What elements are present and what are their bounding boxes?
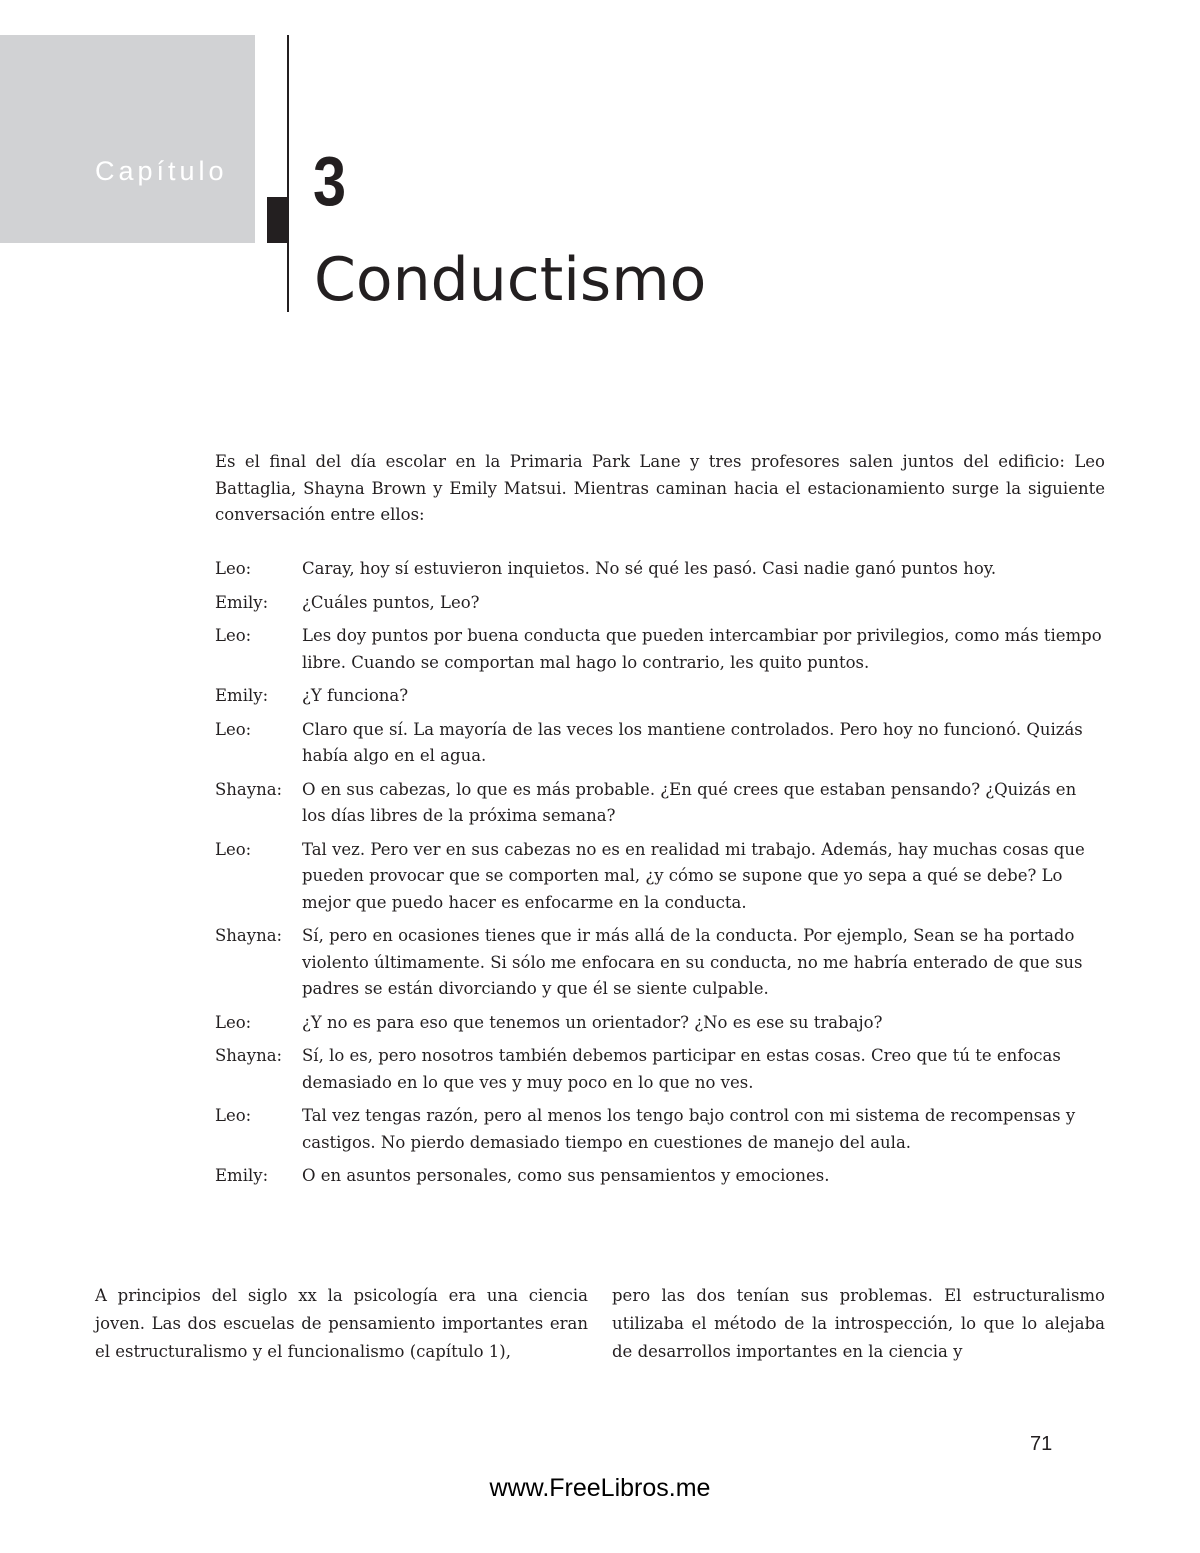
dialogue-turn <box>215 1043 1110 1096</box>
speaker-name: Leo: <box>215 1106 252 1125</box>
dialogue-turn <box>215 1010 1110 1037</box>
chapter-label: Capítulo <box>95 156 228 186</box>
speaker-line: Sí, pero en ocasiones tienes que ir más allá de la conducta. Por ejemplo, Sean se ha portado violento últimamente. Si sólo me enfocara en su conducta, no me habría enterado de que sus padres se están divorciando y que él se siente culpable. <box>302 926 1083 998</box>
dialogue-turn <box>215 1163 1110 1190</box>
speaker-name: Shayna: <box>215 926 283 945</box>
dialogue-turn <box>215 923 1110 1003</box>
speaker-name: Leo: <box>215 1012 252 1032</box>
dialogue-turn <box>215 717 1110 770</box>
speaker-name: Leo: <box>215 559 252 578</box>
body-column-left: A principios del siglo xx la psicología era una ciencia joven. Las dos escuelas de pensamiento importantes eran el estructuralismo y el funcionalismo (capítulo 1), <box>95 1286 588 1361</box>
page-number: 71 <box>1030 1433 1053 1455</box>
dialogue-turn <box>215 683 1110 710</box>
dialogue-turn <box>215 623 1110 676</box>
speaker-name: Emily: <box>215 592 269 612</box>
speaker-line: O en asuntos personales, como sus pensamientos y emociones. <box>302 1166 830 1185</box>
speaker-line: Caray, hoy sí estuvieron inquietos. No sé qué les pasó. Casi nadie ganó puntos hoy. <box>302 559 997 578</box>
speaker-name: Emily: <box>215 1166 269 1185</box>
speaker-name: Leo: <box>215 719 252 739</box>
speaker-line: ¿Cuáles puntos, Leo? <box>302 592 480 612</box>
speaker-line: Sí, lo es, pero nosotros también debemos participar en estas cosas. Creo que tú te enfocas demasiado en lo que ves y muy poco en lo que no ves. <box>302 1046 1061 1092</box>
speaker-line: O en sus cabezas, lo que es más probable. ¿En qué crees que estaban pensando? ¿Quizás en los días libres de la próxima semana? <box>302 779 1077 825</box>
speaker-line: Tal vez. Pero ver en sus cabezas no es en realidad mi trabajo. Además, hay muchas cosas que pueden provocar que se comporten mal, ¿y cómo se supone que yo sepa a qué se debe? Lo mejor que puedo hacer es enfocarme en la conducta. <box>302 839 1085 912</box>
dialogue-turn <box>215 1103 1110 1156</box>
speaker-line: Les doy puntos por buena conducta que pueden intercambiar por privilegios, como más tiempo libre. Cuando se comportan mal hago lo contrario, les quito puntos. <box>302 626 1102 672</box>
speaker-line: Tal vez tengas razón, pero al menos los tengo bajo control con mi sistema de recompensas y castigos. No pierdo demasiado tiempo en cuestiones de manejo del aula. <box>302 1106 1076 1152</box>
chapter-number: 3 <box>313 142 347 220</box>
speaker-line: Claro que sí. La mayoría de las veces los mantiene controlados. Pero hoy no funcionó. Quizás había algo en el agua. <box>302 719 1083 765</box>
chapter-label-box <box>0 35 255 243</box>
speaker-name: Shayna: <box>215 779 283 799</box>
dialogue <box>215 556 1110 1197</box>
intro-paragraph: Es el final del día escolar en la Primaria Park Lane y tres profesores salen juntos del edificio: Leo Battaglia, Shayna Brown y Emily Matsui. Mientras caminan hacia el estacionamiento surge la siguiente conversación entre ellos: <box>215 452 1105 524</box>
chapter-divider-line <box>287 35 289 312</box>
chapter-divider-bar <box>267 197 287 243</box>
dialogue-turn <box>215 837 1110 917</box>
dialogue-turn <box>215 777 1110 830</box>
speaker-name: Leo: <box>215 839 252 859</box>
dialogue-turn <box>215 590 1110 617</box>
body-column-right: pero las dos tenían sus problemas. El estructuralismo utilizaba el método de la introspección, lo que lo alejaba de desarrollos importantes en la ciencia y <box>612 1286 1105 1361</box>
dialogue-turn <box>215 556 1110 583</box>
chapter-title: Conductismo <box>314 245 707 315</box>
footer-watermark-url: www.FreeLibros.me <box>489 1474 711 1502</box>
speaker-name: Emily: <box>215 686 269 705</box>
speaker-line: ¿Y no es para eso que tenemos un orientador? ¿No es ese su trabajo? <box>302 1012 883 1032</box>
speaker-name: Leo: <box>215 626 252 645</box>
speaker-name: Shayna: <box>215 1046 283 1065</box>
speaker-line: ¿Y funciona? <box>302 686 409 705</box>
